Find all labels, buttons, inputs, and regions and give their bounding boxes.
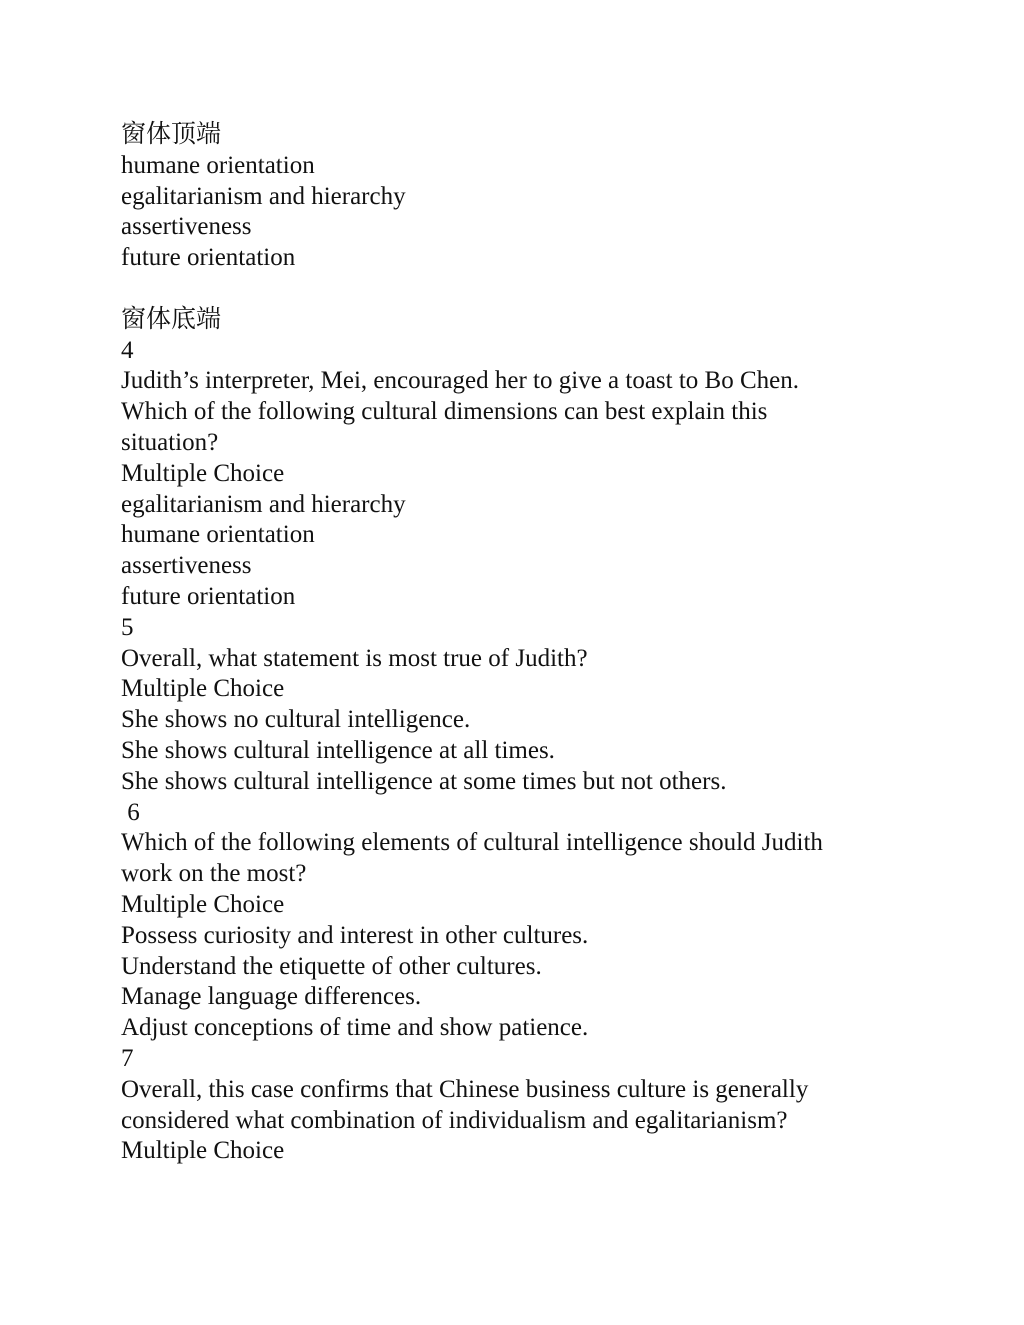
form-bottom-label: 窗体底端 bbox=[121, 305, 222, 333]
question-block bbox=[121, 336, 911, 613]
question-type: Multiple Choice bbox=[121, 675, 285, 703]
question-number: 6 bbox=[121, 798, 140, 826]
question-number: 7 bbox=[121, 1044, 134, 1072]
form-top-label: 窗体顶端 bbox=[121, 121, 222, 148]
answer-option: She shows cultural intelligence at all times. bbox=[121, 736, 555, 764]
question-number: 4 bbox=[121, 336, 134, 364]
question-number: 5 bbox=[121, 613, 134, 641]
question-text: Which of the following cultural dimensions can best explain this bbox=[121, 398, 768, 426]
question-type: Multiple Choice bbox=[121, 1137, 285, 1165]
question-type: Multiple Choice bbox=[121, 890, 285, 918]
question-text: considered what combination of individualism and egalitarianism? bbox=[121, 1106, 788, 1134]
top-option: humane orientation bbox=[121, 151, 315, 179]
blank-line bbox=[121, 274, 911, 305]
answer-option: Understand the etiquette of other cultures. bbox=[121, 952, 542, 980]
question-block bbox=[121, 1044, 911, 1167]
top-option: egalitarianism and hierarchy bbox=[121, 182, 406, 210]
question-block bbox=[121, 798, 911, 1044]
document-page bbox=[121, 120, 911, 1167]
answer-option: Possess curiosity and interest in other cultures. bbox=[121, 921, 589, 949]
top-option: future orientation bbox=[121, 244, 296, 272]
answer-option: humane orientation bbox=[121, 521, 315, 549]
question-block bbox=[121, 613, 911, 798]
answer-option: She shows cultural intelligence at some times but not others. bbox=[121, 767, 727, 795]
answer-option: future orientation bbox=[121, 582, 296, 610]
question-text: Which of the following elements of cultural intelligence should Judith bbox=[121, 829, 823, 857]
question-text: work on the most? bbox=[121, 860, 307, 888]
question-text: situation? bbox=[121, 428, 219, 456]
top-option: assertiveness bbox=[121, 213, 252, 241]
question-type: Multiple Choice bbox=[121, 459, 285, 487]
answer-option: Adjust conceptions of time and show patience. bbox=[121, 1014, 589, 1042]
answer-option: egalitarianism and hierarchy bbox=[121, 490, 406, 518]
question-text: Judith’s interpreter, Mei, encouraged her to give a toast to Bo Chen. bbox=[121, 367, 799, 395]
question-text: Overall, this case confirms that Chinese business culture is generally bbox=[121, 1075, 809, 1103]
question-text: Overall, what statement is most true of Judith? bbox=[121, 644, 588, 672]
answer-option: Manage language differences. bbox=[121, 983, 422, 1011]
answer-option: assertiveness bbox=[121, 552, 252, 580]
answer-option: She shows no cultural intelligence. bbox=[121, 706, 471, 734]
